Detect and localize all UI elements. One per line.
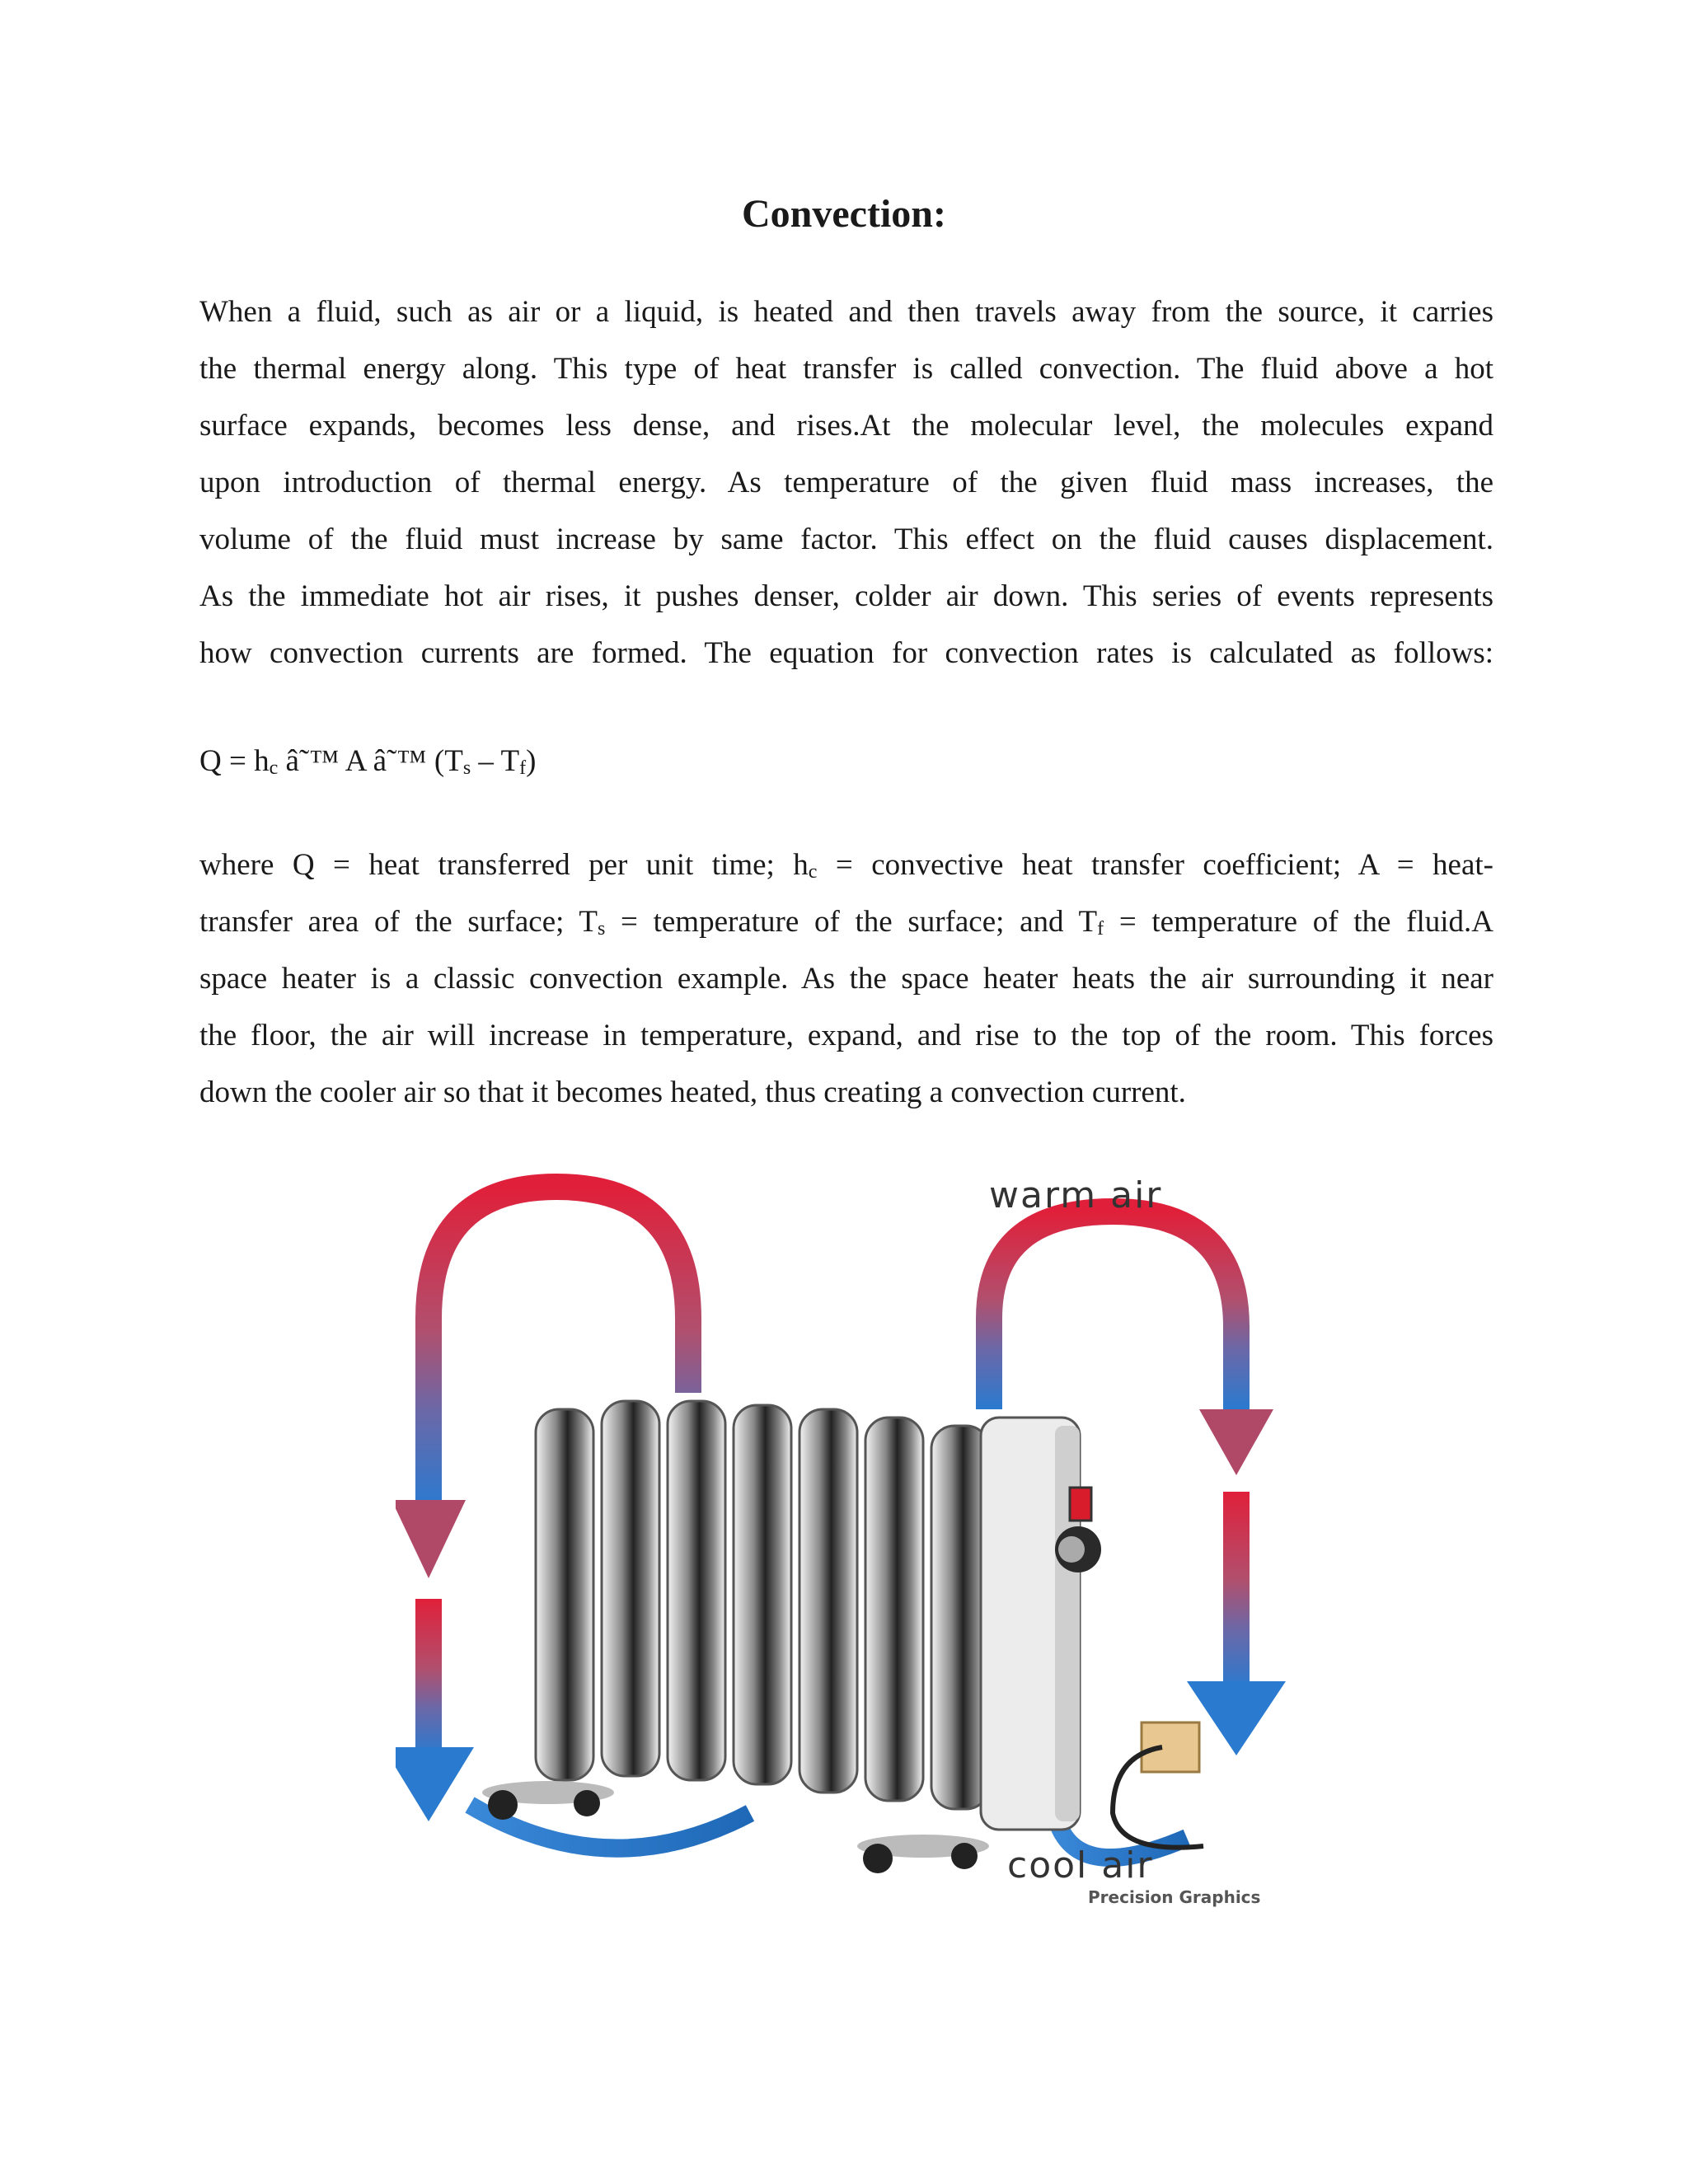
text-run: where Q = heat transferred per unit time; h (199, 848, 809, 882)
heater-diagram (396, 1162, 1343, 1920)
text-line: upon introduction of thermal energy. As temperature of the given fluid mass increases, the (199, 466, 1493, 499)
heater-control-panel (981, 1418, 1101, 1830)
text-line: the floor, the air will increase in temperature, expand, and rise to the top of the room. This forces (199, 1019, 1493, 1052)
eq-part: – T (471, 744, 520, 778)
power-outlet (1113, 1722, 1203, 1848)
text-line: how convection currents are formed. The equation for convection rates is calculated as follows: (199, 636, 1493, 670)
eq-subscript: s (462, 757, 471, 779)
text-run: transfer area of the surface; T (199, 905, 598, 939)
eq-part: ) (526, 744, 537, 778)
arrow-head (396, 1500, 466, 1578)
arrow-head (396, 1747, 474, 1821)
image-credit: Precision Graphics (1088, 1887, 1261, 1907)
text-run: = temperature of the surface; and T (605, 905, 1098, 939)
text-line: surface expands, becomes less dense, and rises.At the molecular level, the molecules expand (199, 409, 1493, 443)
text-line: As the immediate hot air rises, it pushes denser, colder air down. This series of events represents (199, 579, 1493, 613)
cool-air-label: cool air (1007, 1844, 1154, 1886)
subscript: c (808, 861, 818, 883)
air-column (1223, 1492, 1250, 1690)
subscript: f (1097, 918, 1104, 940)
text-line: When a fluid, such as air or a liquid, is heated and then travels away from the source, it carries (199, 295, 1493, 329)
subscript: s (598, 918, 606, 940)
convection-equation (199, 737, 536, 786)
text-line: down the cooler air so that it becomes heated, thus creating a convection current. (199, 1076, 1186, 1109)
warm-air-label: warm air (989, 1174, 1163, 1216)
eq-part: â˜™ A â˜™ (T (278, 744, 463, 778)
text-run: = temperature of the fluid.A (1104, 905, 1493, 939)
eq-part: Q = h (199, 744, 270, 778)
text-run: = convective heat transfer coefficient; A = heat- (817, 848, 1493, 882)
eq-subscript: f (519, 757, 527, 779)
warm-air-arrow-right (989, 1212, 1236, 1409)
arrow-head (1187, 1681, 1286, 1755)
convection-illustration (396, 1162, 1343, 1920)
text-line (199, 893, 1493, 950)
page-title: Convection: (742, 192, 946, 236)
arrow-head (1199, 1409, 1273, 1475)
text-line (199, 837, 1493, 893)
text-line: volume of the fluid must increase by same factor. This effect on the fluid causes displacement. (199, 523, 1493, 556)
air-column (415, 1599, 442, 1755)
text-line: space heater is a classic convection example. As the space heater heats the air surrounding it near (199, 962, 1493, 996)
explanation-paragraph (199, 837, 1493, 1121)
text-line: the thermal energy along. This type of heat transfer is called convection. The fluid above a hot (199, 352, 1493, 386)
intro-paragraph (199, 284, 1493, 682)
eq-subscript: c (269, 757, 279, 779)
heater-fins (536, 1401, 989, 1809)
